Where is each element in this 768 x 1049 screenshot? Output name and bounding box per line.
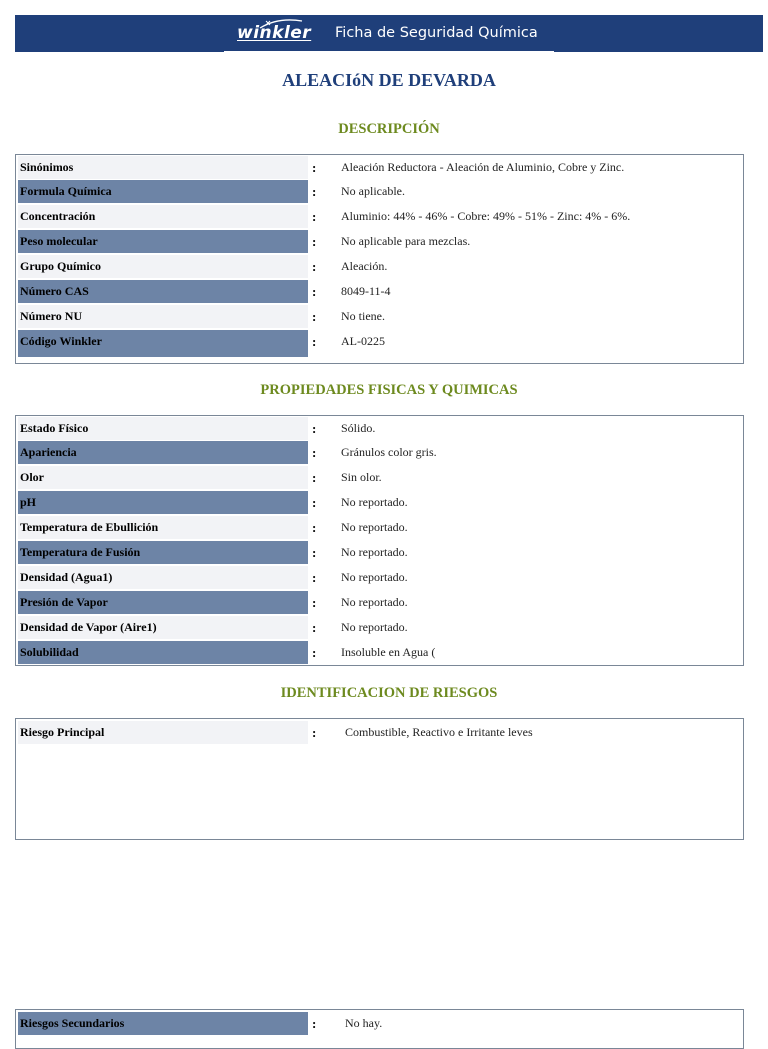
row-value: No reportado. — [341, 595, 408, 609]
propiedades-table — [15, 415, 744, 666]
row-value: No hay. — [345, 1016, 383, 1030]
row-value: Combustible, Reactivo e Irritante leves — [345, 725, 533, 739]
row-label: Concentración — [18, 205, 308, 228]
row-value: No reportado. — [341, 495, 408, 509]
row-colon: : — [312, 421, 317, 436]
row-label: pH — [18, 491, 308, 514]
row-colon: : — [312, 184, 317, 199]
row-colon: : — [312, 520, 317, 535]
row-label: Olor — [18, 466, 308, 489]
row-colon: : — [312, 620, 317, 635]
row-label: Grupo Químico — [18, 255, 308, 278]
row-label: Número NU — [18, 305, 308, 328]
row-colon: : — [312, 570, 317, 585]
riesgos-table — [15, 718, 744, 840]
row-value: AL-0225 — [341, 334, 385, 348]
row-value: Sólido. — [341, 421, 376, 435]
row-colon: : — [312, 284, 317, 299]
descripcion-table — [15, 154, 744, 364]
row-value: 8049-11-4 — [341, 284, 391, 298]
row-label: Código Winkler — [18, 330, 308, 357]
row-colon: : — [312, 445, 317, 460]
row-value: Aluminio: 44% - 46% - Cobre: 49% - 51% - Zinc: 4% - 6%. — [341, 209, 631, 223]
row-colon: : — [312, 545, 317, 560]
header-underline — [224, 51, 554, 53]
row-value: No reportado. — [341, 620, 408, 634]
row-label: Sinónimos — [18, 156, 308, 179]
row-label: Temperatura de Ebullición — [18, 516, 308, 539]
row-value: Aleación Reductora - Aleación de Aluminio, Cobre y Zinc. — [341, 160, 625, 174]
row-colon: : — [312, 645, 317, 660]
row-colon: : — [312, 595, 317, 610]
row-colon: : — [312, 495, 317, 510]
row-label: Densidad de Vapor (Aire1) — [18, 616, 308, 639]
row-colon: : — [312, 160, 317, 175]
row-label: Riesgo Principal — [18, 721, 308, 744]
row-label: Peso molecular — [18, 230, 308, 253]
row-label: Temperatura de Fusión — [18, 541, 308, 564]
row-colon: : — [312, 470, 317, 485]
row-colon: : — [312, 209, 317, 224]
row-value: Sin olor. — [341, 470, 382, 484]
row-label: Riesgos Secundarios — [18, 1012, 308, 1035]
section-title-riesgos: IDENTIFICACION DE RIESGOS — [280, 685, 498, 701]
row-label: Estado Físico — [18, 417, 308, 440]
row-label: Número CAS — [18, 280, 308, 303]
row-value: Aleación. — [341, 259, 388, 273]
row-value: No reportado. — [341, 570, 408, 584]
row-label: Apariencia — [18, 441, 308, 464]
row-value: Gránulos color gris. — [341, 445, 437, 459]
winkler-logo: winkler — [237, 23, 312, 43]
row-label: Densidad (Agua1) — [18, 566, 308, 589]
section-title-descripcion: DESCRIPCIÓN — [338, 121, 440, 137]
row-colon: : — [312, 1016, 317, 1031]
row-colon: : — [312, 334, 317, 349]
row-colon: : — [312, 725, 317, 740]
row-colon: : — [312, 234, 317, 249]
row-value: No tiene. — [341, 309, 385, 323]
row-value: No aplicable para mezclas. — [341, 234, 471, 248]
row-label: Presión de Vapor — [18, 591, 308, 614]
row-colon: : — [312, 309, 317, 324]
row-colon: : — [312, 259, 317, 274]
document-title: ALEACIóN DE DEVARDA — [282, 70, 496, 90]
row-value: Insoluble en Agua ( — [341, 645, 436, 659]
header-title: Ficha de Seguridad Química — [335, 25, 538, 41]
row-label: Formula Química — [18, 180, 308, 203]
row-value: No aplicable. — [341, 184, 405, 198]
row-value: No reportado. — [341, 545, 408, 559]
row-value: No reportado. — [341, 520, 408, 534]
section-title-propiedades: PROPIEDADES FISICAS Y QUIMICAS — [260, 382, 518, 398]
riesgos-secundarios-table — [15, 1009, 744, 1049]
row-label: Solubilidad — [18, 641, 308, 664]
